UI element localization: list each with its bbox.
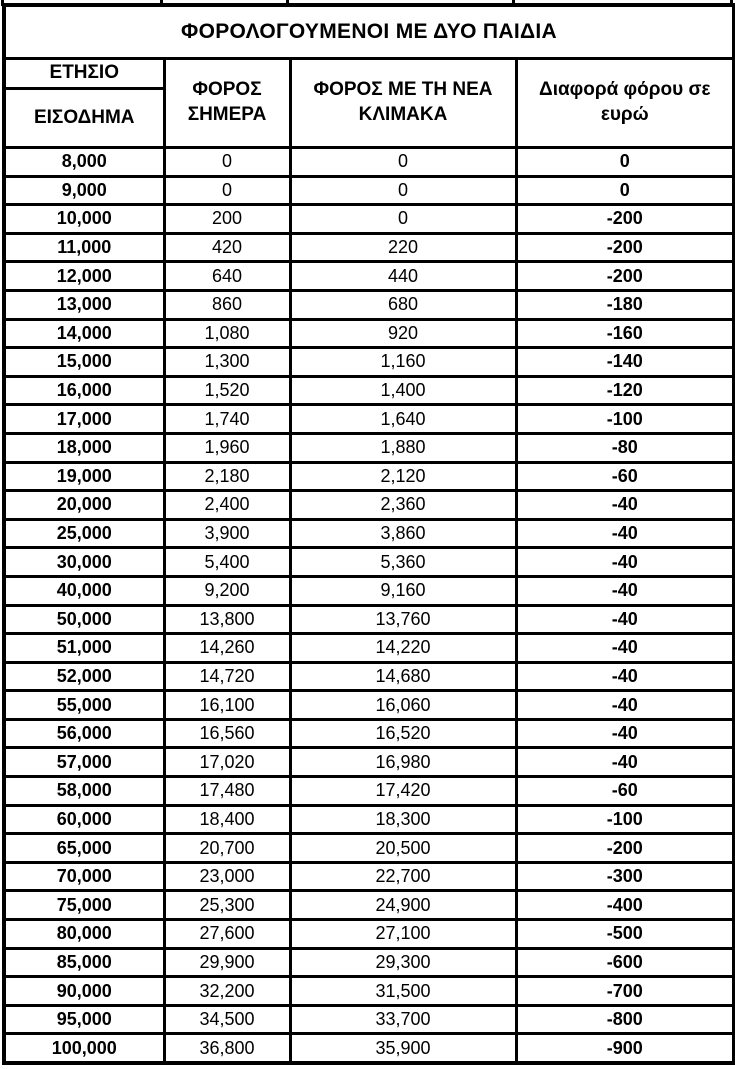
current-tax-cell: 25,300 (164, 891, 290, 920)
table-row (4, 805, 734, 834)
current-tax-cell: 16,560 (164, 719, 290, 748)
table-row (4, 233, 734, 262)
table-body (4, 148, 734, 1064)
new-tax-cell: 9,160 (290, 576, 516, 605)
column-header-current-tax (164, 59, 290, 148)
new-tax-cell: 20,500 (290, 834, 516, 863)
current-tax-cell: 9,200 (164, 576, 290, 605)
current-tax-cell: 640 (164, 262, 290, 291)
table-row (4, 634, 734, 663)
new-tax-cell: 0 (290, 148, 516, 177)
table-row (4, 205, 734, 234)
new-tax-cell: 18,300 (290, 805, 516, 834)
difference-cell: -100 (516, 805, 734, 834)
income-cell: 80,000 (4, 920, 164, 949)
table-row (4, 319, 734, 348)
column-header-difference-line2: ευρώ (600, 104, 649, 125)
new-tax-cell: 1,160 (290, 348, 516, 377)
current-tax-cell: 20,700 (164, 834, 290, 863)
column-header-income (4, 59, 164, 148)
difference-cell: -40 (516, 491, 734, 520)
current-tax-cell: 17,480 (164, 777, 290, 806)
table-row (4, 691, 734, 720)
income-cell: 100,000 (4, 1034, 164, 1063)
new-tax-cell: 0 (290, 205, 516, 234)
table-row (4, 977, 734, 1006)
table-row (4, 576, 734, 605)
new-tax-cell: 14,220 (290, 634, 516, 663)
new-tax-cell: 35,900 (290, 1034, 516, 1063)
new-tax-cell: 1,400 (290, 376, 516, 405)
table-row (4, 948, 734, 977)
difference-cell: -40 (516, 519, 734, 548)
new-tax-cell: 920 (290, 319, 516, 348)
income-cell: 51,000 (4, 634, 164, 663)
table-row (4, 290, 734, 319)
difference-cell: -40 (516, 662, 734, 691)
difference-cell: -60 (516, 462, 734, 491)
income-cell: 90,000 (4, 977, 164, 1006)
income-cell: 18,000 (4, 433, 164, 462)
difference-cell: -40 (516, 691, 734, 720)
table-row (4, 719, 734, 748)
income-cell: 20,000 (4, 491, 164, 520)
new-tax-cell: 3,860 (290, 519, 516, 548)
income-cell: 13,000 (4, 290, 164, 319)
income-cell: 52,000 (4, 662, 164, 691)
column-header-current-tax-line1: ΦΟΡΟΣ (192, 79, 262, 101)
income-cell: 58,000 (4, 777, 164, 806)
table-row (4, 462, 734, 491)
income-cell: 40,000 (4, 576, 164, 605)
difference-cell: -40 (516, 576, 734, 605)
current-tax-cell: 18,400 (164, 805, 290, 834)
difference-cell: -40 (516, 605, 734, 634)
difference-cell: -600 (516, 948, 734, 977)
current-tax-cell: 0 (164, 148, 290, 177)
difference-cell: -100 (516, 405, 734, 434)
new-tax-cell: 2,120 (290, 462, 516, 491)
table-row (4, 376, 734, 405)
new-tax-cell: 1,880 (290, 433, 516, 462)
difference-cell: -180 (516, 290, 734, 319)
new-tax-cell: 33,700 (290, 1005, 516, 1034)
table-row (4, 920, 734, 949)
tax-comparison-table (2, 3, 735, 1065)
difference-cell: -40 (516, 548, 734, 577)
income-cell: 8,000 (4, 148, 164, 177)
difference-cell: 0 (516, 148, 734, 177)
current-tax-cell: 32,200 (164, 977, 290, 1006)
difference-cell: -40 (516, 719, 734, 748)
current-tax-cell: 3,900 (164, 519, 290, 548)
table-row (4, 748, 734, 777)
table-row (4, 1034, 734, 1063)
difference-cell: -700 (516, 977, 734, 1006)
income-cell: 9,000 (4, 176, 164, 205)
difference-cell: -400 (516, 891, 734, 920)
table-row (4, 777, 734, 806)
current-tax-cell: 17,020 (164, 748, 290, 777)
current-tax-cell: 1,960 (164, 433, 290, 462)
difference-cell: -800 (516, 1005, 734, 1034)
current-tax-cell: 2,180 (164, 462, 290, 491)
current-tax-cell: 34,500 (164, 1005, 290, 1034)
table-row (4, 148, 734, 177)
table-row (4, 548, 734, 577)
difference-cell: -160 (516, 319, 734, 348)
difference-cell: -200 (516, 262, 734, 291)
income-cell: 25,000 (4, 519, 164, 548)
column-header-income-line1: ΕΤΗΣΙΟ (6, 60, 163, 90)
income-cell: 11,000 (4, 233, 164, 262)
income-cell: 17,000 (4, 405, 164, 434)
column-header-difference-line1: Διαφορά φόρου σε (539, 79, 711, 101)
income-cell: 10,000 (4, 205, 164, 234)
income-cell: 14,000 (4, 319, 164, 348)
difference-cell: -200 (516, 205, 734, 234)
difference-cell: -900 (516, 1034, 734, 1063)
difference-cell: -60 (516, 777, 734, 806)
current-tax-cell: 1,740 (164, 405, 290, 434)
income-cell: 95,000 (4, 1005, 164, 1034)
income-cell: 55,000 (4, 691, 164, 720)
difference-cell: -200 (516, 233, 734, 262)
new-tax-cell: 5,360 (290, 548, 516, 577)
income-cell: 19,000 (4, 462, 164, 491)
new-tax-cell: 22,700 (290, 862, 516, 891)
table-row (4, 605, 734, 634)
table-row (4, 348, 734, 377)
new-tax-cell: 0 (290, 176, 516, 205)
table-row (4, 262, 734, 291)
new-tax-cell: 14,680 (290, 662, 516, 691)
current-tax-cell: 16,100 (164, 691, 290, 720)
table-row (4, 662, 734, 691)
income-cell: 85,000 (4, 948, 164, 977)
current-tax-cell: 860 (164, 290, 290, 319)
column-header-current-tax-line2: ΣΗΜΕΡΑ (187, 104, 267, 125)
table-row (4, 862, 734, 891)
header-row (4, 59, 734, 148)
difference-cell: -200 (516, 834, 734, 863)
table-title: ΦΟΡΟΛΟΓΟΥΜΕΝΟΙ ΜΕ ΔΥΟ ΠΑΙΔΙΑ (4, 5, 734, 59)
current-tax-cell: 14,260 (164, 634, 290, 663)
current-tax-cell: 5,400 (164, 548, 290, 577)
income-cell: 50,000 (4, 605, 164, 634)
difference-cell: -40 (516, 748, 734, 777)
new-tax-cell: 1,640 (290, 405, 516, 434)
table-row (4, 405, 734, 434)
income-cell: 60,000 (4, 805, 164, 834)
new-tax-cell: 16,980 (290, 748, 516, 777)
difference-cell: 0 (516, 176, 734, 205)
current-tax-cell: 420 (164, 233, 290, 262)
new-tax-cell: 13,760 (290, 605, 516, 634)
income-cell: 57,000 (4, 748, 164, 777)
income-cell: 30,000 (4, 548, 164, 577)
income-cell: 75,000 (4, 891, 164, 920)
current-tax-cell: 2,400 (164, 491, 290, 520)
column-header-new-scale-tax-line2: ΚΛΙΜΑΚΑ (358, 104, 448, 125)
new-tax-cell: 17,420 (290, 777, 516, 806)
income-cell: 12,000 (4, 262, 164, 291)
table-row (4, 1005, 734, 1034)
current-tax-cell: 1,520 (164, 376, 290, 405)
column-header-new-scale-tax (290, 59, 516, 148)
current-tax-cell: 27,600 (164, 920, 290, 949)
income-cell: 16,000 (4, 376, 164, 405)
income-cell: 56,000 (4, 719, 164, 748)
current-tax-cell: 13,800 (164, 605, 290, 634)
table-row (4, 433, 734, 462)
current-tax-cell: 200 (164, 205, 290, 234)
income-cell: 15,000 (4, 348, 164, 377)
current-tax-cell: 1,300 (164, 348, 290, 377)
current-tax-cell: 1,080 (164, 319, 290, 348)
current-tax-cell: 36,800 (164, 1034, 290, 1063)
table-row (4, 519, 734, 548)
difference-cell: -80 (516, 433, 734, 462)
difference-cell: -500 (516, 920, 734, 949)
new-tax-cell: 31,500 (290, 977, 516, 1006)
title-row (4, 5, 734, 59)
table-row (4, 491, 734, 520)
table-row (4, 891, 734, 920)
difference-cell: -120 (516, 376, 734, 405)
new-tax-cell: 29,300 (290, 948, 516, 977)
current-tax-cell: 23,000 (164, 862, 290, 891)
new-tax-cell: 680 (290, 290, 516, 319)
new-tax-cell: 24,900 (290, 891, 516, 920)
new-tax-cell: 2,360 (290, 491, 516, 520)
new-tax-cell: 220 (290, 233, 516, 262)
current-tax-cell: 14,720 (164, 662, 290, 691)
table-row (4, 176, 734, 205)
new-tax-cell: 27,100 (290, 920, 516, 949)
current-tax-cell: 0 (164, 176, 290, 205)
column-header-difference (516, 59, 734, 148)
difference-cell: -40 (516, 634, 734, 663)
current-tax-cell: 29,900 (164, 948, 290, 977)
column-header-income-line2: ΕΙΣΟΔΗΜΑ (33, 106, 135, 128)
difference-cell: -140 (516, 348, 734, 377)
new-tax-cell: 16,060 (290, 691, 516, 720)
income-cell: 70,000 (4, 862, 164, 891)
table-row (4, 834, 734, 863)
income-cell: 65,000 (4, 834, 164, 863)
new-tax-cell: 16,520 (290, 719, 516, 748)
new-tax-cell: 440 (290, 262, 516, 291)
difference-cell: -300 (516, 862, 734, 891)
column-header-new-scale-tax-line1: ΦΟΡΟΣ ΜΕ ΤΗ ΝΕΑ (313, 79, 493, 101)
